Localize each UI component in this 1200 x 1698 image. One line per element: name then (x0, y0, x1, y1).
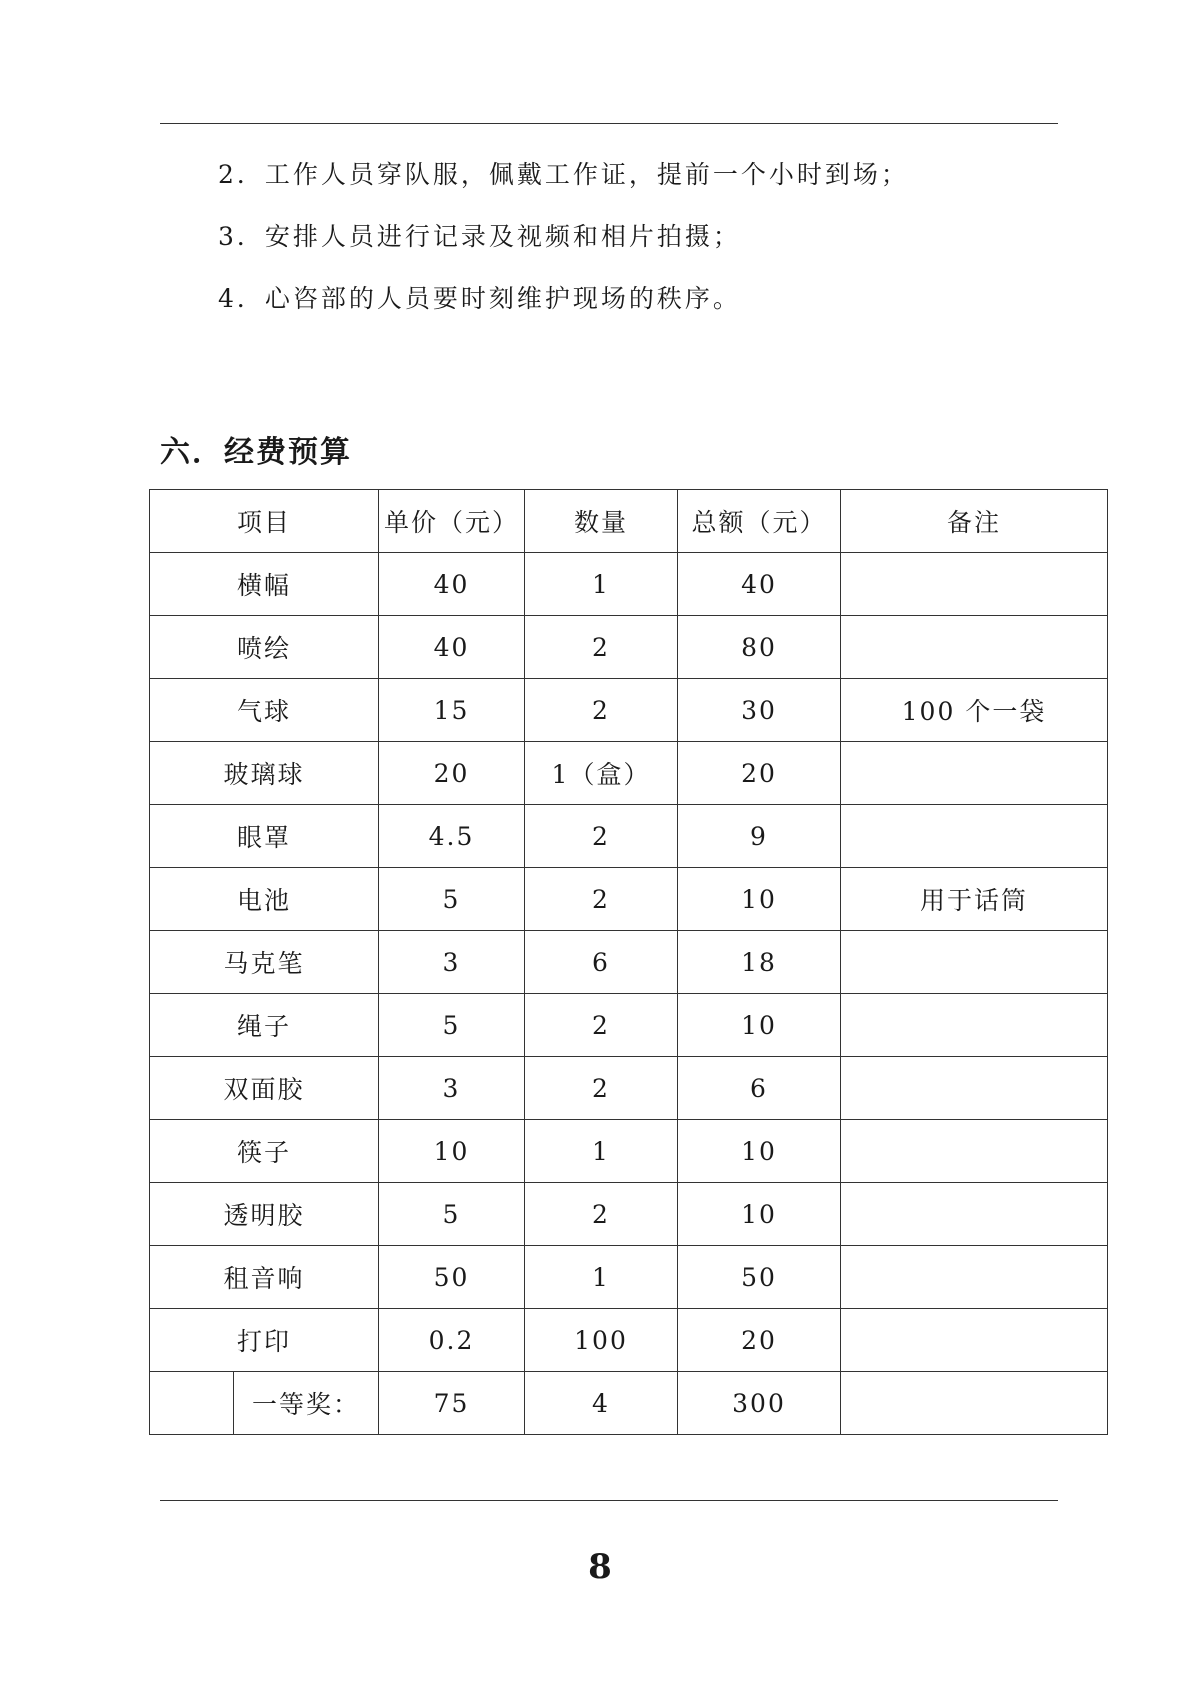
note-item: 4．心咨部的人员要时刻维护现场的秩序。 (218, 284, 741, 313)
cell-unit-price: 20 (379, 742, 525, 805)
notes-list (218, 150, 909, 336)
table-header-row (150, 490, 1108, 553)
cell-unit-price: 75 (379, 1372, 525, 1435)
cell-item: 气球 (150, 679, 379, 742)
note-item: 3．安排人员进行记录及视频和相片拍摄； (218, 222, 741, 251)
cell-total: 20 (678, 1309, 841, 1372)
page-number: 8 (588, 1547, 612, 1587)
cell-total: 30 (678, 679, 841, 742)
table-row (150, 1246, 1108, 1309)
table-row (150, 616, 1108, 679)
cell-item: 透明胶 (150, 1183, 379, 1246)
cell-item: 玻璃球 (150, 742, 379, 805)
cell-remark: 100 个一袋 (841, 679, 1108, 742)
table-row (150, 742, 1108, 805)
cell-remark (841, 805, 1108, 868)
cell-total: 10 (678, 994, 841, 1057)
cell-total: 50 (678, 1246, 841, 1309)
cell-unit-price: 40 (379, 553, 525, 616)
cell-total: 18 (678, 931, 841, 994)
table-row (150, 679, 1108, 742)
cell-remark (841, 1120, 1108, 1183)
cell-quantity: 100 (525, 1309, 678, 1372)
cell-remark (841, 742, 1108, 805)
cell-unit-price: 15 (379, 679, 525, 742)
cell-remark (841, 1057, 1108, 1120)
table-row (150, 868, 1108, 931)
table-row (150, 553, 1108, 616)
cell-remark (841, 931, 1108, 994)
table-row (150, 805, 1108, 868)
header-remark: 备注 (841, 490, 1108, 553)
cell-quantity: 2 (525, 1057, 678, 1120)
cell-item: 喷绘 (150, 616, 379, 679)
header-total: 总额（元） (678, 490, 841, 553)
header-unit-price: 单价（元） (379, 490, 525, 553)
cell-item: 横幅 (150, 553, 379, 616)
budget-table (149, 489, 1108, 1435)
cell-remark (841, 553, 1108, 616)
cell-item: 眼罩 (150, 805, 379, 868)
cell-unit-price: 5 (379, 994, 525, 1057)
cell-unit-price: 40 (379, 616, 525, 679)
table-row (150, 994, 1108, 1057)
cell-remark (841, 1246, 1108, 1309)
cell-remark: 用于话筒 (841, 868, 1108, 931)
cell-remark (841, 1372, 1108, 1435)
header-item: 项目 (150, 490, 379, 553)
table-row (150, 1309, 1108, 1372)
cell-total: 10 (678, 1183, 841, 1246)
cell-quantity: 6 (525, 931, 678, 994)
cell-item: 双面胶 (150, 1057, 379, 1120)
cell-quantity: 1 (525, 553, 678, 616)
table-row (150, 1057, 1108, 1120)
prize-group-cell (150, 1372, 234, 1434)
cell-item (150, 1372, 379, 1435)
prize-label: 一等奖： (251, 1390, 360, 1419)
table-row (150, 931, 1108, 994)
cell-unit-price: 4.5 (379, 805, 525, 868)
cell-total: 10 (678, 868, 841, 931)
table-row (150, 1120, 1108, 1183)
cell-quantity: 1 (525, 1246, 678, 1309)
cell-item: 电池 (150, 868, 379, 931)
cell-quantity: 1（盒） (525, 742, 678, 805)
cell-item: 绳子 (150, 994, 379, 1057)
cell-quantity: 2 (525, 679, 678, 742)
cell-item: 筷子 (150, 1120, 379, 1183)
note-item: 2．工作人员穿队服，佩戴工作证，提前一个小时到场； (218, 160, 909, 189)
header-quantity: 数量 (525, 490, 678, 553)
cell-unit-price: 3 (379, 931, 525, 994)
cell-total: 6 (678, 1057, 841, 1120)
cell-total: 10 (678, 1120, 841, 1183)
cell-item: 打印 (150, 1309, 379, 1372)
header-rule (160, 123, 1058, 124)
section-title: 六．经费预算 (160, 435, 352, 470)
cell-remark (841, 994, 1108, 1057)
cell-unit-price: 5 (379, 868, 525, 931)
cell-quantity: 4 (525, 1372, 678, 1435)
cell-unit-price: 3 (379, 1057, 525, 1120)
cell-total: 20 (678, 742, 841, 805)
cell-total: 9 (678, 805, 841, 868)
cell-remark (841, 616, 1108, 679)
footer-rule (160, 1500, 1058, 1501)
cell-remark (841, 1183, 1108, 1246)
cell-quantity: 2 (525, 994, 678, 1057)
cell-total: 40 (678, 553, 841, 616)
cell-total: 80 (678, 616, 841, 679)
cell-item: 租音响 (150, 1246, 379, 1309)
cell-total: 300 (678, 1372, 841, 1435)
cell-quantity: 1 (525, 1120, 678, 1183)
cell-item: 马克笔 (150, 931, 379, 994)
cell-remark (841, 1309, 1108, 1372)
cell-quantity: 2 (525, 805, 678, 868)
cell-quantity: 2 (525, 1183, 678, 1246)
cell-unit-price: 50 (379, 1246, 525, 1309)
cell-quantity: 2 (525, 616, 678, 679)
table-body (150, 553, 1108, 1435)
cell-unit-price: 5 (379, 1183, 525, 1246)
cell-unit-price: 10 (379, 1120, 525, 1183)
cell-unit-price: 0.2 (379, 1309, 525, 1372)
table-row-prize (150, 1372, 1108, 1435)
cell-quantity: 2 (525, 868, 678, 931)
table-row (150, 1183, 1108, 1246)
